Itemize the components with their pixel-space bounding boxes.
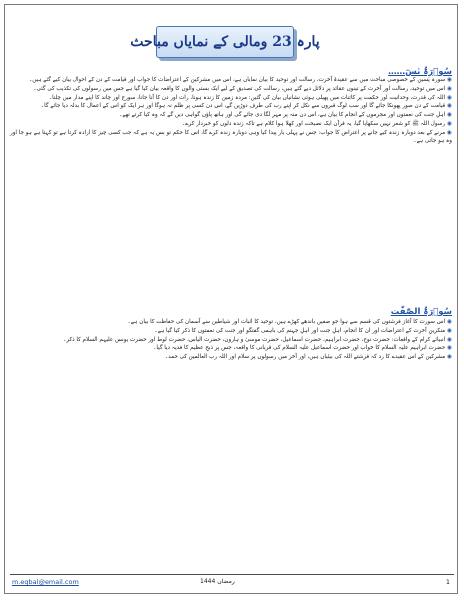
list-item: ◉ اس میں توحید، رسالت اور آخرت کے تینوں عقائد پر دلائل دیے گئے ہیں، رسالت کی تصدیق کے لیے ایک بستی والوں کا واقعہ بیان کیا گیا ہے جس میں رسولوں کی تکذیب کی گئی۔: [33, 85, 452, 92]
bullet-icon: ◉: [445, 336, 452, 343]
list-item: ◉ اللہ کی قدرت، وحدانیت اور حکمت پر کائنات میں پھیلی ہوئی نشانیاں بیان کی گئیں: مردہ زمین کا زندہ ہونا، رات اور دن کا آنا جانا، سورج اور چاند کا اپنے مدار میں چلنا۔: [48, 94, 452, 101]
list-item: ◉ مشرکین کے اس عقیدے کا رد کہ فرشتے اللہ کی بیٹیاں ہیں، اور آخر میں رسولوں پر سلام اور اللہ رب العالمین کی حمد۔: [164, 354, 452, 360]
bullet-icon: ◉: [445, 327, 452, 334]
page-title: پارہ 23 ومالی کے نمایاں مباحث: [130, 34, 320, 50]
footer-divider: [10, 574, 454, 575]
bullet-icon: ◉: [445, 354, 452, 360]
section-heading-saffat: سُوۡرَۃُ الصّٰٓفّٰت: [390, 307, 452, 317]
bullet-icon: ◉: [445, 94, 452, 101]
list-item: ◉ اس سورت کا آغاز فرشتوں کی قسم سے ہوا جو صفیں باندھے کھڑے ہیں، توحید کا اثبات اور شیاطین سے آسمان کی حفاظت کا بیان ہے۔: [127, 319, 452, 325]
list-item: ◉ اہلِ جنت کی نعمتوں اور مجرموں کے انجام کا بیان ہے، اس دن منہ پر مہر لگا دی جائے گی اور ہاتھ پاؤں گواہی دیں گے کہ وہ کیا کرتے تھے۔: [119, 112, 452, 118]
bullet-icon: ◉: [445, 120, 452, 127]
footer-date: رمضان 1444: [200, 578, 235, 585]
bullet-icon: ◉: [445, 129, 452, 136]
bullet-icon: ◉: [445, 85, 452, 92]
list-item: ◉ قیامت کے دن صور پھونکا جائے گا اور سب لوگ قبروں سے نکل کر اپنے رب کی طرف دوڑیں گے، اس دن کسی پر ظلم نہ ہوگا اور ہر ایک کو اس کے اعمال کا بدلہ دیا جائے گا۔: [40, 103, 452, 110]
footer-email-link[interactable]: m.eqbal@email.com: [12, 578, 79, 586]
section-saffat-body: [10, 318, 452, 362]
bullet-icon: ◉: [445, 103, 452, 110]
list-item: ◉ مرنے کے بعد دوبارہ زندہ کیے جانے پر اعتراض کا جواب: جس نے پہلی بار پیدا کیا وہی دوبارہ زندہ کرے گا، اس کا حکم تو بس یہ ہے کہ جب کسی چیز کا ارادہ کرتا ہے تو کہتا ہے ہو جا اور وہ ہو جاتی ہے۔: [10, 129, 452, 145]
bullet-icon: ◉: [445, 345, 452, 352]
section-yasin-body: [10, 76, 452, 146]
list-item: ◉ حضرت ابراہیم علیہ السلام کا خواب اور حضرت اسماعیل علیہ السلام کی قربانی کا واقعہ، جس پر ذبحِ عظیم کا فدیہ دیا گیا۔: [153, 345, 452, 352]
bullet-icon: ◉: [445, 112, 452, 118]
bullet-icon: ◉: [445, 77, 452, 83]
list-item: ◉ انبیائے کرام کے واقعات: حضرت نوح، حضرت ابراہیم، حضرت اسماعیل، حضرت موسیٰ و ہارون، حضرت الیاس، حضرت لوط اور حضرت یونس علیہم السلام کا ذکر۔: [63, 336, 452, 343]
list-item: ◉ منکرینِ آخرت کے اعتراضات اور ان کا انجام، اہلِ جنت اور اہلِ جہنم کی باہمی گفتگو اور جنت کی نعمتوں کا ذکر کیا گیا ہے۔: [154, 327, 452, 334]
list-item: ◉ رسول اللہ ﷺ کو شعر نہیں سکھایا گیا، یہ قرآن ایک نصیحت اور کھلا ہوا کلام ہے تاکہ زندہ دلوں کو خبردار کرے۔: [182, 120, 452, 127]
bullet-icon: ◉: [445, 319, 452, 325]
list-item: ◉ سورہ یٰسین کے خصوصی مباحث میں سے عقیدۂ آخرت، رسالت اور توحید کا بیان نمایاں ہے، اس میں مشرکین کے اعتراضات کا جواب اور قیامت کے دن کے احوال بیان کیے گئے ہیں۔: [28, 77, 452, 83]
page-number: 1: [445, 578, 450, 586]
section-heading-yasin: سُوۡرَۃُ یٰسٓ……: [388, 67, 452, 77]
title-box: [130, 26, 320, 58]
